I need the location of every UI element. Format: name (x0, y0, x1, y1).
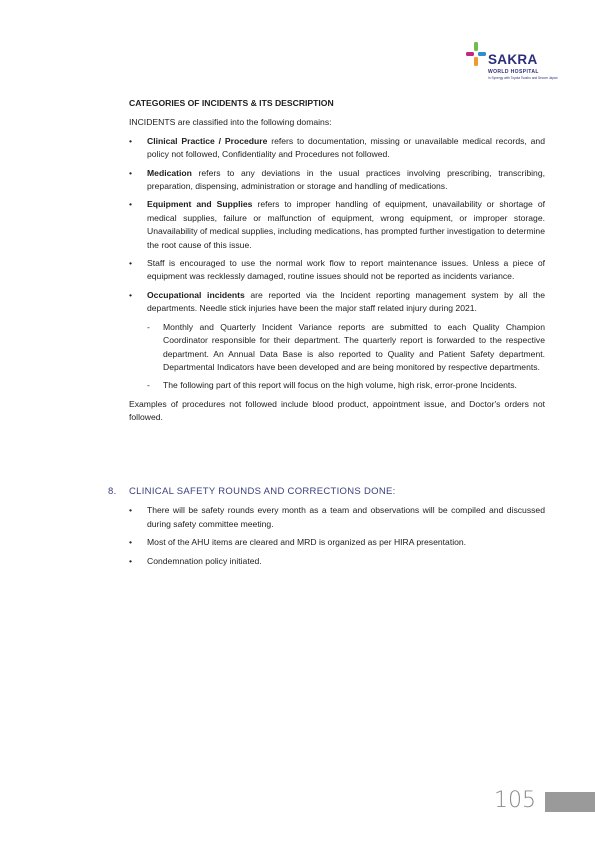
list-item (129, 135, 545, 162)
item-text: Condemnation policy initiated. (147, 555, 262, 566)
page-number: 105 (494, 788, 536, 813)
item-term: Clinical Practice / Procedure (147, 135, 268, 146)
item-text: refers to documentation, missing or unavailable medical records, and policy not followed, Confidentiality and Procedures not followed. (147, 135, 545, 160)
categories-section (129, 97, 545, 425)
intro-text: INCIDENTS are classified into the following domains: (129, 117, 332, 128)
item-text: Most of the AHU items are cleared and MRD is organized as per HIRA presentation. (147, 537, 467, 548)
item-text: refers to any deviations in the usual practices involving prescribing, transcribing, preparation, dispensing, administration or storage and handling of medications. (147, 167, 545, 192)
examples-paragraph: Examples of procedures not followed include blood product, appointment issue, and Doctor's orders not followed. (129, 398, 545, 423)
list-item (129, 555, 545, 568)
dash-marker: - (147, 321, 150, 332)
bullet-marker: • (129, 258, 133, 269)
sub-item-text: Monthly and Quarterly Incident Variance reports are submitted to each Quality Champion Coordinator responsible for their department. The quarterly report is forwarded to the respective department. An Annual Data Base is also reported to Quality and Patient Safety department. Departmental Indicators have been developed and are being monitored by respective departments. (163, 321, 545, 372)
item-text: are reported via the Incident reporting management system by all the departments. Needle stick injuries have been the major staff related injury during 2021. (147, 289, 545, 314)
sub-list-item (147, 379, 545, 392)
item-term: Equipment and Supplies (147, 199, 253, 210)
sub-item-text: The following part of this report will focus on the high volume, high risk, error-prone Incidents. (163, 380, 517, 391)
section-title (108, 485, 545, 498)
bullet-marker: • (129, 555, 133, 566)
list-item (129, 167, 545, 194)
logo-tagline: In Synergy with Toyota Tsusho and Secom Japan (488, 76, 558, 80)
incident-domain-list (129, 135, 545, 393)
list-item (129, 257, 545, 284)
list-item (129, 289, 545, 393)
list-item (129, 198, 545, 252)
dash-marker: - (147, 380, 150, 391)
safety-rounds-list (108, 504, 545, 568)
section-title-text: CLINICAL SAFETY ROUNDS AND CORRECTIONS DONE: (129, 486, 396, 497)
item-text: refers to improper handling of equipment, unavailability or shortage of medical supplies, failure or malfunction of equipment, wrong equipment, or improper storage. Unavailability of medical supplies, including medications, has prompted further investigation to determine the root cause of this issue. (147, 199, 545, 250)
section-number: 8. (108, 486, 117, 497)
safety-rounds-section (108, 485, 545, 573)
bullet-marker: • (129, 289, 133, 300)
reporting-sub-list (147, 321, 545, 393)
item-term: Medication (147, 167, 192, 178)
section-heading: CATEGORIES OF INCIDENTS & ITS DESCRIPTION (129, 98, 334, 108)
logo-subtitle: WORLD HOSPITAL (488, 69, 539, 75)
item-text: Staff is encouraged to use the normal work flow to report maintenance issues. Unless a piece of equipment was recklessly damaged, routine issues should not be reported as incidents variance. (147, 258, 545, 282)
bullet-marker: • (129, 135, 133, 146)
item-text: There will be safety rounds every month as a team and observations will be compiled and discussed during safety committee meeting. (147, 505, 545, 529)
logo-name: SAKRA (488, 52, 538, 67)
sub-list-item (147, 321, 545, 375)
item-term: Occupational incidents (147, 289, 245, 300)
bullet-marker: • (129, 167, 133, 178)
hospital-logo (466, 40, 572, 92)
sakra-cross-icon (466, 42, 486, 68)
bullet-marker: • (129, 537, 133, 548)
bullet-marker: • (129, 199, 133, 210)
list-item (129, 504, 545, 531)
bullet-marker: • (129, 505, 133, 516)
page-number-bar (545, 792, 595, 812)
list-item (129, 536, 545, 549)
